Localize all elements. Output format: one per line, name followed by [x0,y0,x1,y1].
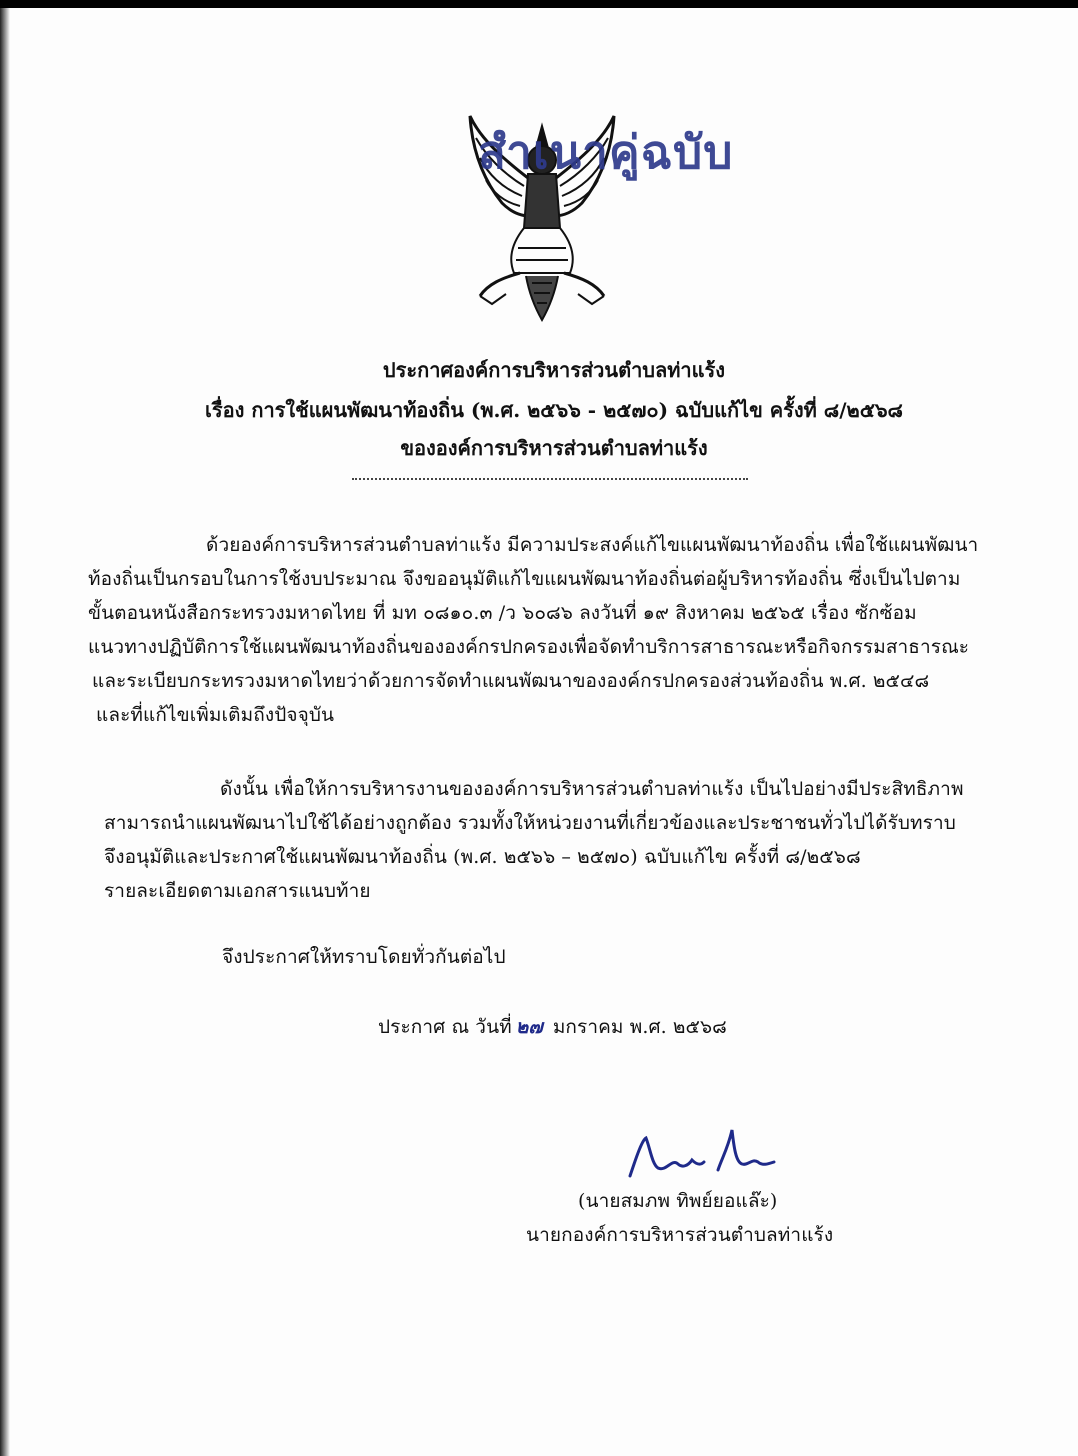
signature-mark-icon [622,1118,782,1188]
announcement-org: ขององค์การบริหารส่วนตำบลท่าแร้ง [400,436,708,460]
signatory-title: นายกองค์การบริหารส่วนตำบลท่าแร้ง [526,1224,834,1246]
scan-edge-shadow [0,8,10,1456]
para1-line: แนวทางปฏิบัติการใช้แผนพัฒนาท้องถิ่นขององค์กรปกครองเพื่อจัดทำบริการสาธารณะหรือกิจกรรมสาธารณะ [88,636,970,658]
para1-line: และที่แก้ไขเพิ่มเติมถึงปัจจุบัน [96,704,335,726]
para1-line: ท้องถิ่นเป็นกรอบในการใช้งบประมาณ จึงขออนุมัติแก้ไขแผนพัฒนาท้องถิ่นต่อผู้บริหารท้องถิ่น ซึ่งเป็นไปตาม [88,568,961,590]
date-day: ๒๗ [515,1016,543,1038]
document-page [0,8,1078,1456]
date-prefix: ประกาศ ณ วันที่ [378,1016,512,1038]
date-rest: มกราคม พ.ศ. ๒๕๖๘ [552,1016,727,1038]
para2-line: ดังนั้น เพื่อให้การบริหารงานขององค์การบริหารส่วนตำบลท่าแร้ง เป็นไปอย่างมีประสิทธิภาพ [220,778,964,800]
copy-stamp: สำเนาคู่ฉบับ [478,125,734,179]
announcement-subject: เรื่อง การใช้แผนพัฒนาท้องถิ่น (พ.ศ. ๒๕๖๖ - ๒๕๗๐) ฉบับแก้ไข ครั้งที่ ๘/๒๕๖๘ [205,398,903,422]
para1-line: ขั้นตอนหนังสือกระทรวงมหาดไทย ที่ มท ๐๘๑๐.๓ /ว ๖๐๘๖ ลงวันที่ ๑๙ สิงหาคม ๒๕๖๕ เรื่อง ซักซ้อม [88,602,917,624]
para2-line: จึงอนุมัติและประกาศใช้แผนพัฒนาท้องถิ่น (พ.ศ. ๒๕๖๖ – ๒๕๗๐) ฉบับแก้ไข ครั้งที่ ๘/๒๕๖๘ [104,846,861,868]
signatory-name: (นายสมภพ ทิพย์ยอแล๊ะ) [578,1190,778,1212]
para2-line: รายละเอียดตามเอกสารแนบท้าย [104,880,371,902]
heading-divider [352,478,748,480]
para1-line: และระเบียบกระทรวงมหาดไทยว่าด้วยการจัดทำแผนพัฒนาขององค์กรปกครองส่วนท้องถิ่น พ.ศ. ๒๕๔๘ [92,670,930,692]
announcement-heading: ประกาศองค์การบริหารส่วนตำบลท่าแร้ง [382,358,726,382]
para1-line: ด้วยองค์การบริหารส่วนตำบลท่าแร้ง มีความประสงค์แก้ไขแผนพัฒนาท้องถิ่น เพื่อใช้แผนพัฒนา [206,534,979,556]
closing-line: จึงประกาศให้ทราบโดยทั่วกันต่อไป [222,946,506,968]
para2-line: สามารถนำแผนพัฒนาไปใช้ได้อย่างถูกต้อง รวมทั้งให้หน่วยงานที่เกี่ยวข้องและประชาชนทั่วไปได้รับทราบ [104,812,956,834]
date-line [378,1012,727,1042]
